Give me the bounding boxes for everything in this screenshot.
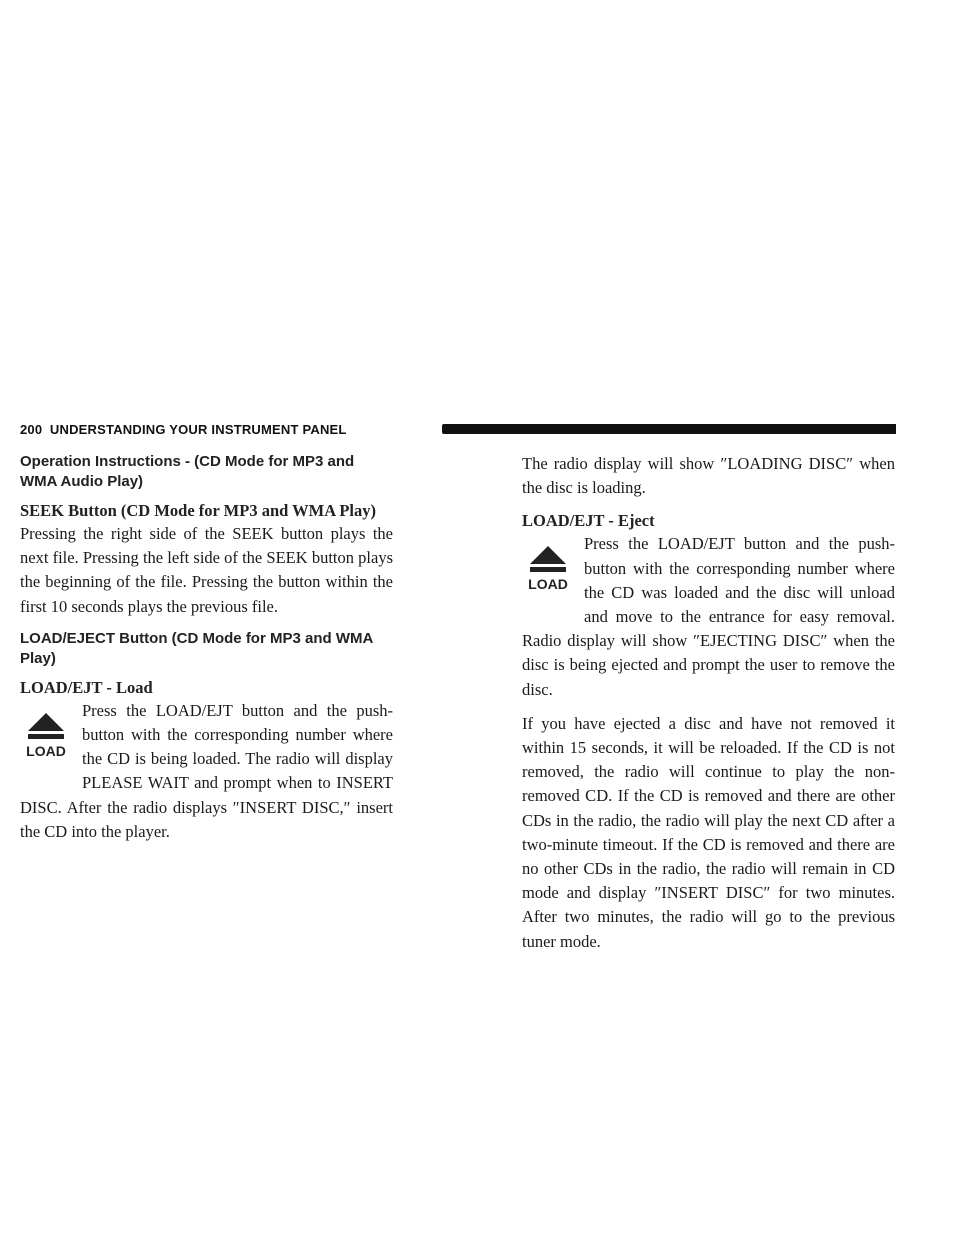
section-title: UNDERSTANDING YOUR INSTRUMENT PANEL <box>49 422 347 437</box>
right-column <box>522 452 895 964</box>
page-number: 200 <box>20 422 43 437</box>
load-label: LOAD <box>26 742 66 759</box>
eject-icon <box>28 713 64 739</box>
reload-paragraph: If you have ejected a disc and have not removed it within 15 seconds, it will be reloaded. If the CD is not removed, the radio will continue to play the non-removed CD. If the CD is removed and there are other CDs in the radio, the radio will play the next CD after a two-minute timeout. If the CD is removed and there are no other CDs in the radio, the radio will remain in CD mode and display ″INSERT DISC″ for two minutes. After two minutes, the radio will go to the previous tuner mode. <box>522 713 895 951</box>
header-text <box>20 422 347 437</box>
eject-load-label: LOAD <box>528 576 568 593</box>
left-column <box>20 452 393 854</box>
operation-instructions-heading: Operation Instructions - (CD Mode for MP3 and WMA Audio Play) <box>20 453 355 490</box>
eject-heading: LOAD/EJT - Eject <box>522 511 655 531</box>
eject-block <box>522 532 895 711</box>
load-paragraph: Press the LOAD/EJT button and the push-button with the corresponding number where the CD is being loaded. The radio will display PLEASE WAIT and prompt when to INSERT DISC. After the radio displays ″INSERT DISC,″ insert the CD into the player. <box>20 700 393 841</box>
eject-paragraph: Press the LOAD/EJT button and the push-button with the corresponding number where the CD was loaded and the disc will unload and move to the entrance for easy removal. Radio display will show ″EJECTING DISC″ when the disc is being ejected and prompt the user to remove the disc. <box>522 534 895 699</box>
seek-paragraph: Pressing the right side of the SEEK button plays the next file. Pressing the left side of the SEEK button plays the beginning of the file. Pressing the button within the first 10 seconds plays the previous file. <box>20 524 393 616</box>
seek-button-heading: SEEK Button (CD Mode for MP3 and WMA Play) <box>20 501 376 520</box>
load-eject-heading: LOAD/EJECT Button (CD Mode for MP3 and WMA Play) <box>20 629 373 667</box>
header-rule <box>442 424 896 434</box>
load-button-graphic <box>20 713 72 783</box>
eject-button-graphic <box>522 546 574 616</box>
load-block <box>20 699 393 854</box>
load-heading: LOAD/EJT - Load <box>20 677 153 697</box>
page-header <box>20 420 896 441</box>
loading-disc-paragraph: The radio display will show ″LOADING DISC″ when the disc is loading. <box>522 454 895 498</box>
eject-icon <box>530 546 566 572</box>
